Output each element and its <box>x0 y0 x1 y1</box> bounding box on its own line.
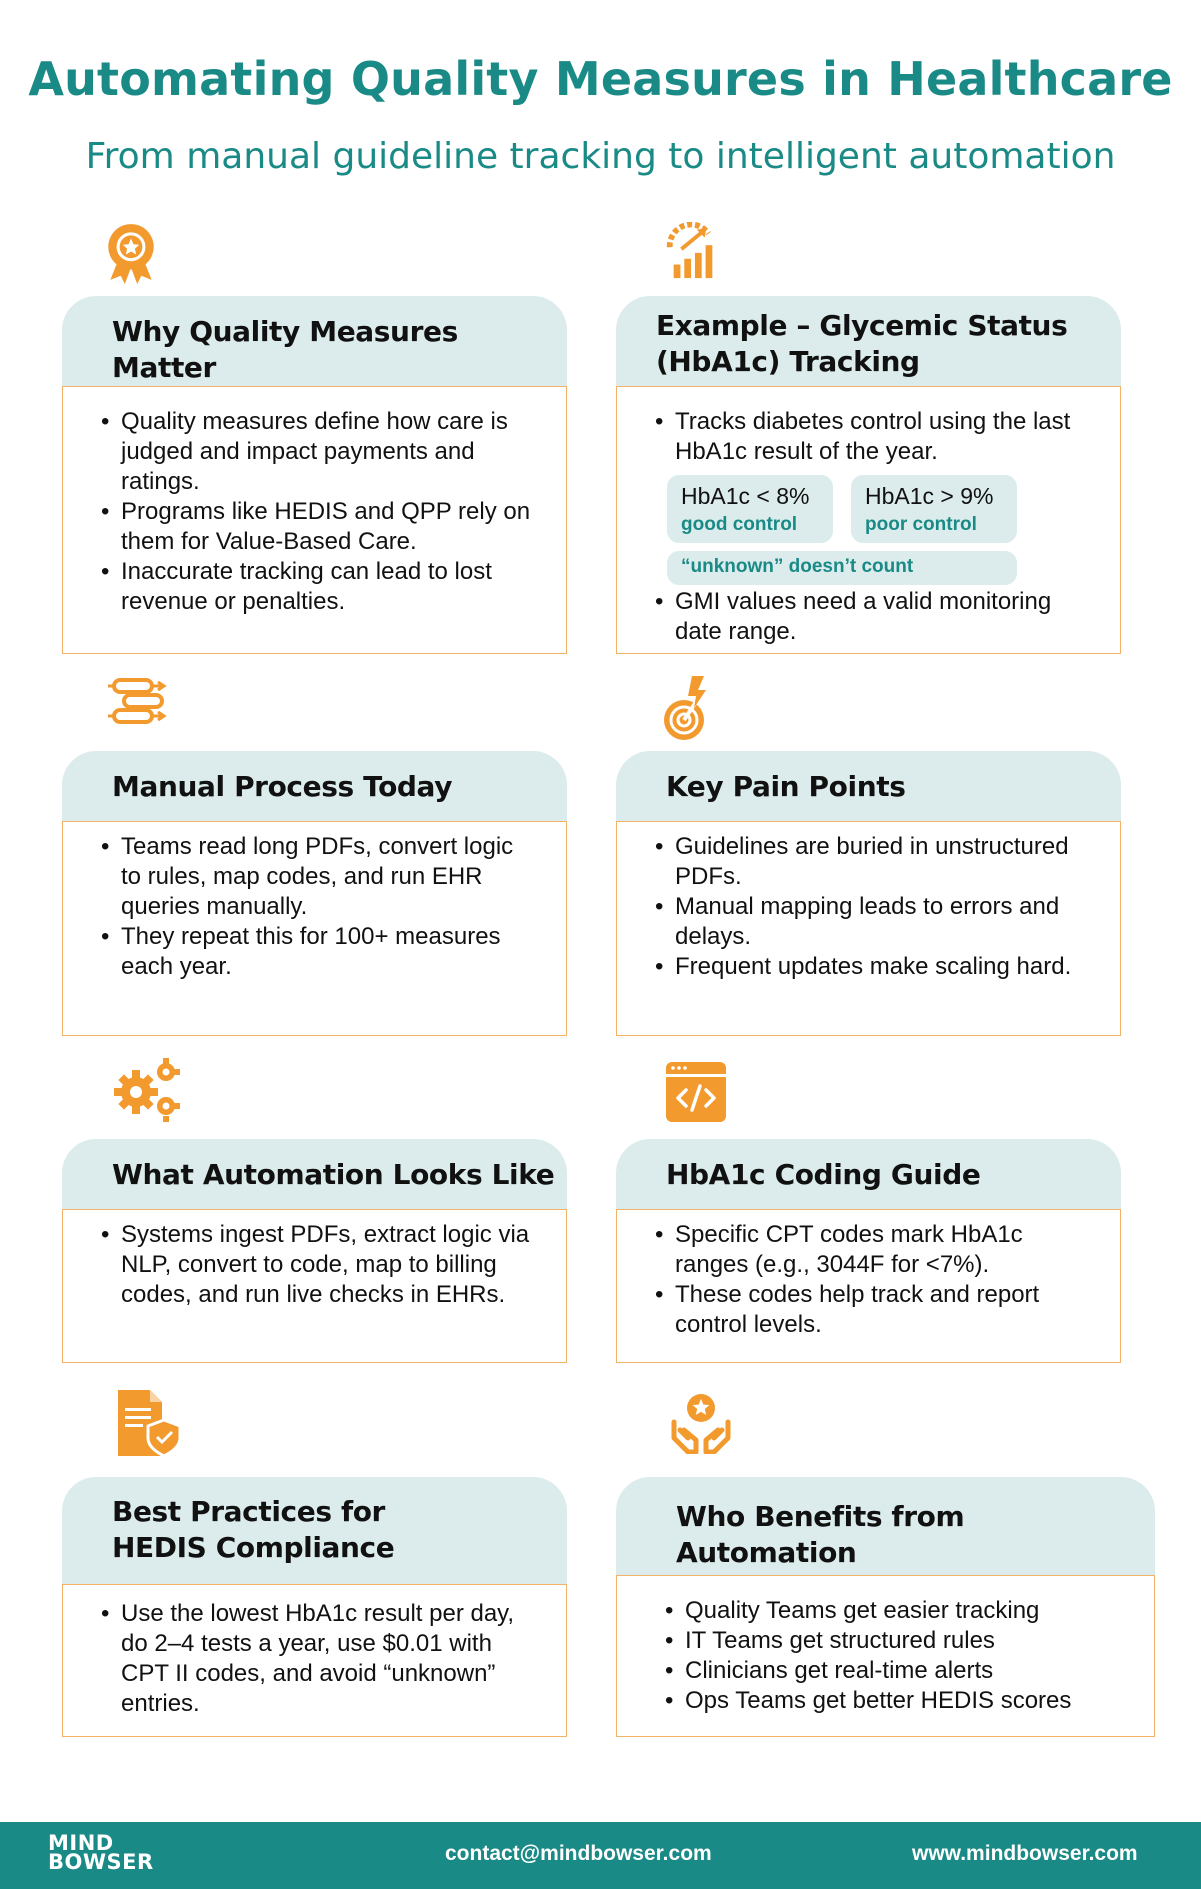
section-coding-guide <box>616 1139 1121 1363</box>
hands-star-icon <box>670 1392 732 1454</box>
chip-value: HbA1c < 8% <box>681 483 810 509</box>
list-item: • Use the lowest HbA1c result per day, do 2–4 tests a year, use $0.01 with CPT II codes, and avoid “unknown” entries. <box>101 1599 536 1719</box>
section-manual-process <box>62 751 567 1036</box>
award-ribbon-icon <box>100 222 162 284</box>
section-body <box>616 1209 1121 1363</box>
logo-line1: MIND <box>48 1831 114 1855</box>
section-automation <box>62 1139 567 1363</box>
section-key-pain-points <box>616 751 1121 1036</box>
section-why-quality-measures <box>62 296 567 654</box>
chip-label: “unknown” doesn’t count <box>681 556 914 577</box>
section-glycemic-example <box>616 296 1121 654</box>
section-title: Key Pain Points <box>666 770 906 803</box>
list-item: • They repeat this for 100+ measures each year. <box>101 922 536 982</box>
list-item: • Quality measures define how care is judged and impact payments and ratings. <box>101 407 536 497</box>
section-header <box>62 296 567 388</box>
section-header <box>616 1139 1121 1211</box>
section-body <box>62 1584 567 1737</box>
footer-email-link[interactable]: contact@mindbowser.com <box>445 1842 712 1865</box>
poor-control-chip <box>851 475 1017 543</box>
bullet-list <box>101 1599 536 1719</box>
section-header <box>62 1139 567 1211</box>
section-body <box>616 1575 1155 1737</box>
section-title: Manual Process Today <box>112 770 453 803</box>
section-title: HbA1c Coding Guide <box>666 1158 981 1191</box>
bullet-list <box>655 832 1090 982</box>
section-title-line2: HEDIS Compliance <box>112 1531 395 1564</box>
page-subtitle: From manual guideline tracking to intelligent automation <box>85 136 1116 177</box>
bullet-list <box>101 407 536 617</box>
bullet-list <box>655 587 1090 647</box>
logo-line2: BOWSER <box>48 1850 154 1874</box>
target-lightning-icon <box>662 674 712 742</box>
mindbowser-logo <box>48 1831 154 1874</box>
list-item: • Specific CPT codes mark HbA1c ranges (e.g., 3044F for <7%). <box>655 1220 1090 1280</box>
section-body <box>616 386 1121 654</box>
list-item: • GMI values need a valid monitoring date range. <box>655 587 1090 647</box>
chip-label: poor control <box>865 514 977 535</box>
section-body <box>62 821 567 1036</box>
section-title: Who Benefits from Automation <box>676 1500 965 1569</box>
section-title: Why Quality Measures Matter <box>112 315 458 384</box>
bullet-list <box>101 832 536 982</box>
document-shield-icon <box>116 1390 182 1456</box>
gears-icon <box>114 1058 182 1122</box>
section-title-line2: (HbA1c) Tracking <box>656 345 920 378</box>
section-best-practices <box>62 1477 567 1737</box>
list-item: • Frequent updates make scaling hard. <box>655 952 1090 982</box>
chip-label: good control <box>681 514 798 535</box>
list-item: • These codes help track and report control levels. <box>655 1280 1090 1340</box>
list-item: • Ops Teams get better HEDIS scores <box>665 1686 1124 1716</box>
list-item: • Inaccurate tracking can lead to lost revenue or penalties. <box>101 557 536 617</box>
bullet-list <box>655 1220 1090 1340</box>
section-body <box>616 821 1121 1036</box>
list-item: • IT Teams get structured rules <box>665 1626 1124 1656</box>
chip-value: HbA1c > 9% <box>865 483 994 509</box>
section-body <box>62 1209 567 1363</box>
list-item: • Quality Teams get easier tracking <box>665 1596 1124 1626</box>
section-title: What Automation Looks Like <box>112 1158 555 1191</box>
unknown-chip <box>667 551 1017 585</box>
list-item: • Manual mapping leads to errors and delays. <box>655 892 1090 952</box>
process-flow-icon <box>108 676 168 726</box>
list-item: • Programs like HEDIS and QPP rely on them for Value-Based Care. <box>101 497 536 557</box>
list-item: • Tracks diabetes control using the last HbA1c result of the year. <box>655 407 1090 467</box>
bullet-list <box>655 407 1090 467</box>
footer <box>0 1822 1201 1889</box>
section-title-line1: Example – Glycemic Status <box>656 309 1068 342</box>
footer-website-link[interactable]: www.mindbowser.com <box>912 1842 1138 1865</box>
list-item: • Clinicians get real-time alerts <box>665 1656 1124 1686</box>
section-header <box>616 296 1121 388</box>
section-header <box>616 751 1121 823</box>
section-header <box>62 751 567 823</box>
section-title-line1: Best Practices for <box>112 1495 385 1528</box>
section-header <box>62 1477 567 1586</box>
section-header <box>616 1477 1155 1577</box>
section-who-benefits <box>616 1477 1155 1737</box>
gauge-growth-chart-icon <box>664 222 722 280</box>
list-item: • Guidelines are buried in unstructured PDFs. <box>655 832 1090 892</box>
code-window-icon <box>666 1062 726 1122</box>
bullet-list <box>101 1220 536 1310</box>
section-body <box>62 386 567 654</box>
list-item: • Systems ingest PDFs, extract logic via NLP, convert to code, map to billing codes, and run live checks in EHRs. <box>101 1220 536 1310</box>
bullet-list <box>665 1596 1124 1716</box>
list-item: • Teams read long PDFs, convert logic to rules, map codes, and run EHR queries manually. <box>101 832 536 922</box>
good-control-chip <box>667 475 833 543</box>
page-title: Automating Quality Measures in Healthcare <box>28 52 1173 106</box>
